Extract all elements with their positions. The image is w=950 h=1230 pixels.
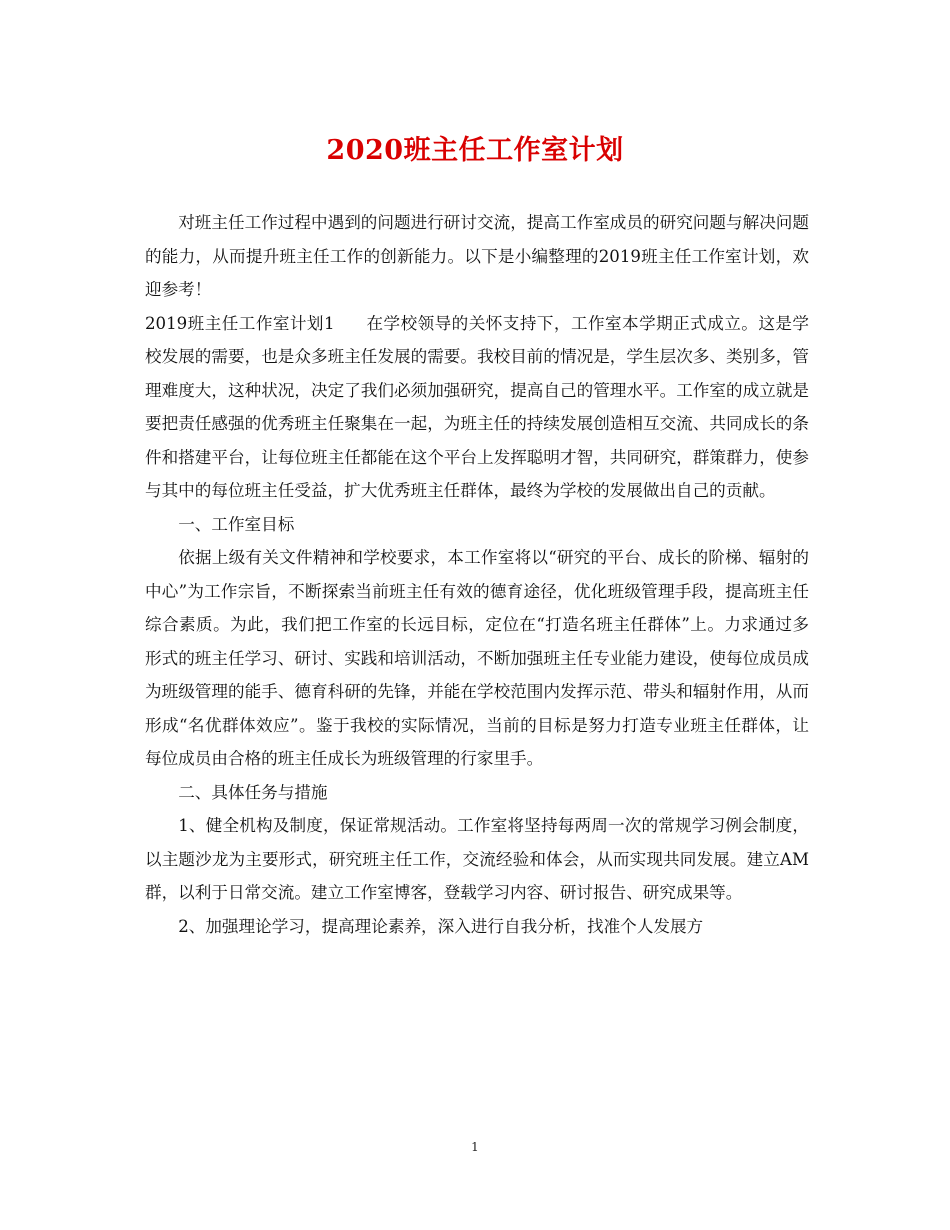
plan-paragraph xyxy=(145,307,809,508)
intro-paragraph: 对班主任工作过程中遇到的问题进行研讨交流，提高工作室成员的研究问题与解决问题的能力，从而提升班主任工作的创新能力。以下是小编整理的2019班主任工作室计划，欢迎参考！ xyxy=(145,213,809,299)
plan-heading: 2019班主任工作室计划1 xyxy=(145,313,335,333)
section1-paragraph: 依据上级有关文件精神和学校要求，本工作室将以“研究的平台、成长的阶梯、辐射的中心”为工作宗旨，不断探索当前班主任有效的德育途径，优化班级管理手段，提高班主任综合素质。为此，我们把工作室的长远目标，定位在“打造名班主任群体”上。力求通过多形式的班主任学习、研讨、实践和培训活动，不断加强班主任专业能力建设，使每位成员成为班级管理的能手、德育科研的先锋，并能在学校范围内发挥示范、带头和辐射作用，从而形成“名优群体效应”。鉴于我校的实际情况，当前的目标是努力打造专业班主任群体，让每位成员由合格的班主任成长为班级管理的行家里手。 xyxy=(145,548,809,768)
item2-paragraph: 2、加强理论学习，提高理论素养，深入进行自我分析，找准个人发展方 xyxy=(178,916,704,936)
item1-paragraph: 1、健全机构及制度，保证常规活动。工作室将坚持每两周一次的常规学习例会制度，以主题沙龙为主要形式，研究班主任工作，交流经验和体会，从而实现共同发展。建立AM群，以利于日常交流。建立工作室博客，登载学习内容、研讨报告、研究成果等。 xyxy=(145,816,809,902)
document-body xyxy=(145,206,809,943)
plan-intro-text: 在学校领导的关怀支持下，工作室本学期正式成立。这是学校发展的需要，也是众多班主任发展的需要。我校目前的情况是，学生层次多、类别多，管理难度大，这种状况，决定了我们必须加强研究，提高自己的管理水平。工作室的成立就是要把责任感强的优秀班主任聚集在一起，为班主任的持续发展创造相互交流、共同成长的条件和搭建平台，让每位班主任都能在这个平台上发挥聪明才智，共同研究，群策群力，使参与其中的每位班主任受益，扩大优秀班主任群体，最终为学校的发展做出自己的贡献。 xyxy=(145,313,810,500)
document-title: 2020班主任工作室计划 xyxy=(326,135,624,166)
section2-heading: 二、具体任务与措施 xyxy=(178,782,328,802)
page-number: 1 xyxy=(471,1140,479,1154)
section1-heading: 一、工作室目标 xyxy=(178,514,295,534)
